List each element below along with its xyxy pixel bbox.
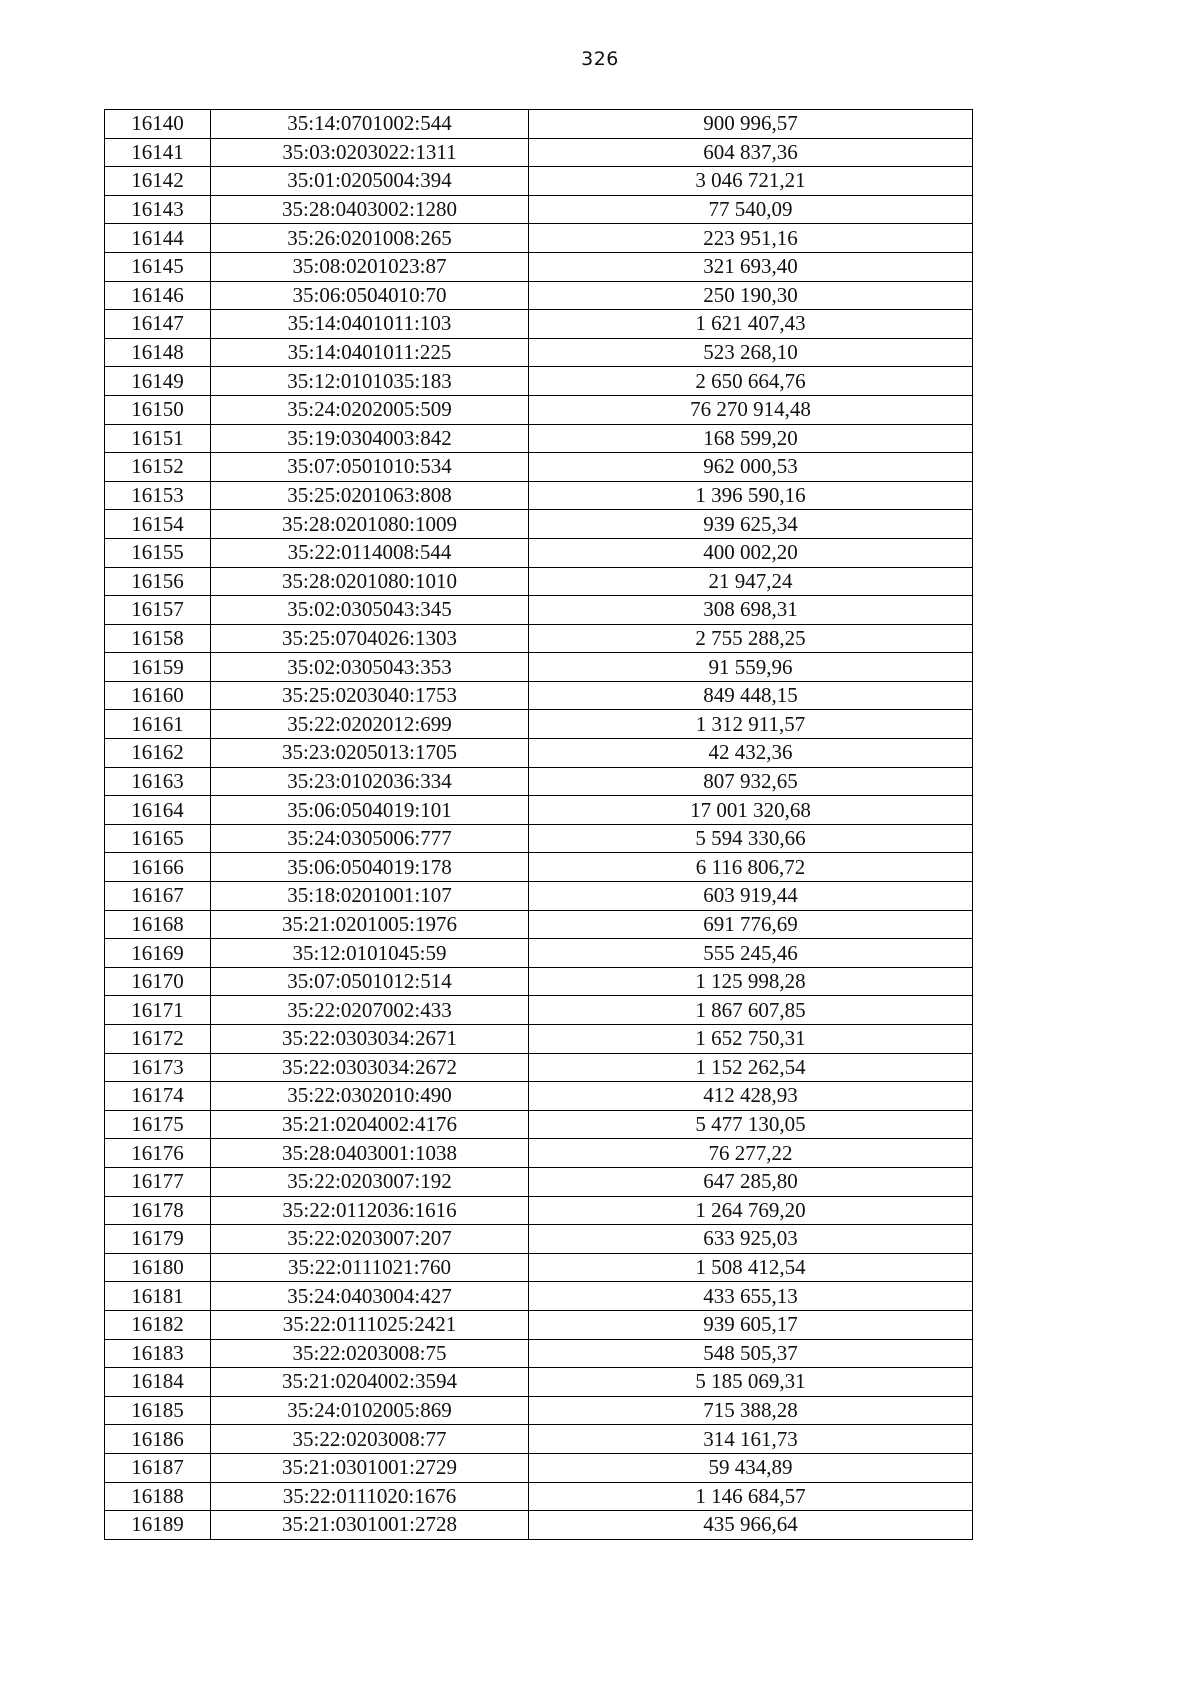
cadastral-number-cell: 35:25:0704026:1303 bbox=[211, 624, 529, 653]
cadastral-value-cell: 321 693,40 bbox=[529, 252, 973, 281]
table-row bbox=[105, 1368, 973, 1397]
row-number-cell: 16170 bbox=[105, 967, 211, 996]
row-number-cell: 16141 bbox=[105, 138, 211, 167]
cadastral-number-cell: 35:25:0201063:808 bbox=[211, 481, 529, 510]
table-row bbox=[105, 1339, 973, 1368]
row-number-cell: 16188 bbox=[105, 1482, 211, 1511]
table-row bbox=[105, 1482, 973, 1511]
table-row bbox=[105, 224, 973, 253]
table-row bbox=[105, 739, 973, 768]
row-number-cell: 16145 bbox=[105, 252, 211, 281]
cadastral-number-cell: 35:28:0403002:1280 bbox=[211, 195, 529, 224]
row-number-cell: 16142 bbox=[105, 167, 211, 196]
cadastral-number-cell: 35:21:0201005:1976 bbox=[211, 910, 529, 939]
row-number-cell: 16140 bbox=[105, 110, 211, 139]
cadastral-value-cell: 91 559,96 bbox=[529, 653, 973, 682]
row-number-cell: 16186 bbox=[105, 1425, 211, 1454]
row-number-cell: 16175 bbox=[105, 1110, 211, 1139]
cadastral-number-cell: 35:02:0305043:345 bbox=[211, 596, 529, 625]
row-number-cell: 16143 bbox=[105, 195, 211, 224]
cadastral-value-cell: 250 190,30 bbox=[529, 281, 973, 310]
row-number-cell: 16156 bbox=[105, 567, 211, 596]
cadastral-value-table bbox=[104, 109, 973, 1540]
cadastral-value-cell: 647 285,80 bbox=[529, 1167, 973, 1196]
cadastral-value-cell: 962 000,53 bbox=[529, 453, 973, 482]
cadastral-number-cell: 35:14:0701002:544 bbox=[211, 110, 529, 139]
cadastral-value-cell: 939 625,34 bbox=[529, 510, 973, 539]
table-row bbox=[105, 624, 973, 653]
row-number-cell: 16161 bbox=[105, 710, 211, 739]
row-number-cell: 16164 bbox=[105, 796, 211, 825]
table-row bbox=[105, 1167, 973, 1196]
table-body bbox=[105, 110, 973, 1540]
cadastral-value-cell: 1 867 607,85 bbox=[529, 996, 973, 1025]
table-row bbox=[105, 853, 973, 882]
cadastral-number-cell: 35:24:0102005:869 bbox=[211, 1396, 529, 1425]
cadastral-number-cell: 35:22:0203007:207 bbox=[211, 1225, 529, 1254]
row-number-cell: 16162 bbox=[105, 739, 211, 768]
cadastral-value-cell: 939 605,17 bbox=[529, 1310, 973, 1339]
row-number-cell: 16155 bbox=[105, 538, 211, 567]
row-number-cell: 16168 bbox=[105, 910, 211, 939]
table-row bbox=[105, 824, 973, 853]
table-row bbox=[105, 1082, 973, 1111]
row-number-cell: 16151 bbox=[105, 424, 211, 453]
cadastral-value-cell: 76 270 914,48 bbox=[529, 395, 973, 424]
cadastral-number-cell: 35:06:0504019:178 bbox=[211, 853, 529, 882]
cadastral-number-cell: 35:23:0102036:334 bbox=[211, 767, 529, 796]
table-row bbox=[105, 338, 973, 367]
cadastral-value-cell: 633 925,03 bbox=[529, 1225, 973, 1254]
table-row bbox=[105, 910, 973, 939]
cadastral-number-cell: 35:24:0202005:509 bbox=[211, 395, 529, 424]
cadastral-value-cell: 807 932,65 bbox=[529, 767, 973, 796]
table-row bbox=[105, 310, 973, 339]
table-row bbox=[105, 1396, 973, 1425]
table-row bbox=[105, 882, 973, 911]
cadastral-value-cell: 59 434,89 bbox=[529, 1453, 973, 1482]
cadastral-value-cell: 604 837,36 bbox=[529, 138, 973, 167]
table-row bbox=[105, 1053, 973, 1082]
cadastral-number-cell: 35:22:0303034:2671 bbox=[211, 1025, 529, 1054]
row-number-cell: 16160 bbox=[105, 681, 211, 710]
cadastral-value-cell: 3 046 721,21 bbox=[529, 167, 973, 196]
cadastral-number-cell: 35:22:0114008:544 bbox=[211, 538, 529, 567]
cadastral-number-cell: 35:06:0504010:70 bbox=[211, 281, 529, 310]
row-number-cell: 16173 bbox=[105, 1053, 211, 1082]
table-row bbox=[105, 1225, 973, 1254]
cadastral-value-cell: 76 277,22 bbox=[529, 1139, 973, 1168]
table-row bbox=[105, 653, 973, 682]
row-number-cell: 16174 bbox=[105, 1082, 211, 1111]
cadastral-number-cell: 35:22:0302010:490 bbox=[211, 1082, 529, 1111]
cadastral-value-cell: 715 388,28 bbox=[529, 1396, 973, 1425]
table-row bbox=[105, 481, 973, 510]
cadastral-value-cell: 308 698,31 bbox=[529, 596, 973, 625]
cadastral-number-cell: 35:19:0304003:842 bbox=[211, 424, 529, 453]
page-number: 326 bbox=[581, 48, 619, 70]
cadastral-number-cell: 35:12:0101035:183 bbox=[211, 367, 529, 396]
cadastral-number-cell: 35:02:0305043:353 bbox=[211, 653, 529, 682]
cadastral-number-cell: 35:22:0203008:75 bbox=[211, 1339, 529, 1368]
row-number-cell: 16153 bbox=[105, 481, 211, 510]
cadastral-value-cell: 17 001 320,68 bbox=[529, 796, 973, 825]
table-row bbox=[105, 1110, 973, 1139]
cadastral-value-cell: 603 919,44 bbox=[529, 882, 973, 911]
cadastral-number-cell: 35:28:0201080:1009 bbox=[211, 510, 529, 539]
cadastral-value-cell: 2 755 288,25 bbox=[529, 624, 973, 653]
table-row bbox=[105, 367, 973, 396]
row-number-cell: 16163 bbox=[105, 767, 211, 796]
row-number-cell: 16181 bbox=[105, 1282, 211, 1311]
table-row bbox=[105, 1425, 973, 1454]
cadastral-value-cell: 548 505,37 bbox=[529, 1339, 973, 1368]
cadastral-number-cell: 35:21:0204002:3594 bbox=[211, 1368, 529, 1397]
cadastral-number-cell: 35:22:0207002:433 bbox=[211, 996, 529, 1025]
table-row bbox=[105, 252, 973, 281]
table-row bbox=[105, 796, 973, 825]
cadastral-value-cell: 168 599,20 bbox=[529, 424, 973, 453]
cadastral-number-cell: 35:03:0203022:1311 bbox=[211, 138, 529, 167]
table-row bbox=[105, 1282, 973, 1311]
table-row bbox=[105, 195, 973, 224]
cadastral-number-cell: 35:25:0203040:1753 bbox=[211, 681, 529, 710]
cadastral-value-cell: 523 268,10 bbox=[529, 338, 973, 367]
row-number-cell: 16165 bbox=[105, 824, 211, 853]
cadastral-value-cell: 223 951,16 bbox=[529, 224, 973, 253]
cadastral-number-cell: 35:22:0111021:760 bbox=[211, 1253, 529, 1282]
cadastral-number-cell: 35:22:0203008:77 bbox=[211, 1425, 529, 1454]
cadastral-number-cell: 35:24:0305006:777 bbox=[211, 824, 529, 853]
cadastral-number-cell: 35:12:0101045:59 bbox=[211, 939, 529, 968]
cadastral-value-cell: 1 152 262,54 bbox=[529, 1053, 973, 1082]
row-number-cell: 16169 bbox=[105, 939, 211, 968]
row-number-cell: 16184 bbox=[105, 1368, 211, 1397]
row-number-cell: 16178 bbox=[105, 1196, 211, 1225]
table-row bbox=[105, 681, 973, 710]
cadastral-value-cell: 1 508 412,54 bbox=[529, 1253, 973, 1282]
cadastral-number-cell: 35:28:0201080:1010 bbox=[211, 567, 529, 596]
table-row bbox=[105, 1310, 973, 1339]
row-number-cell: 16185 bbox=[105, 1396, 211, 1425]
table-row bbox=[105, 939, 973, 968]
cadastral-value-cell: 42 432,36 bbox=[529, 739, 973, 768]
table-row bbox=[105, 767, 973, 796]
row-number-cell: 16176 bbox=[105, 1139, 211, 1168]
row-number-cell: 16150 bbox=[105, 395, 211, 424]
table-row bbox=[105, 1511, 973, 1540]
cadastral-value-cell: 1 264 769,20 bbox=[529, 1196, 973, 1225]
table-row bbox=[105, 996, 973, 1025]
table-row bbox=[105, 453, 973, 482]
row-number-cell: 16146 bbox=[105, 281, 211, 310]
cadastral-value-cell: 5 185 069,31 bbox=[529, 1368, 973, 1397]
cadastral-value-cell: 1 125 998,28 bbox=[529, 967, 973, 996]
table-row bbox=[105, 1025, 973, 1054]
table-row bbox=[105, 1196, 973, 1225]
table-row bbox=[105, 167, 973, 196]
cadastral-value-cell: 400 002,20 bbox=[529, 538, 973, 567]
cadastral-number-cell: 35:14:0401011:103 bbox=[211, 310, 529, 339]
cadastral-value-cell: 900 996,57 bbox=[529, 110, 973, 139]
row-number-cell: 16158 bbox=[105, 624, 211, 653]
row-number-cell: 16182 bbox=[105, 1310, 211, 1339]
table-row bbox=[105, 110, 973, 139]
cadastral-number-cell: 35:06:0504019:101 bbox=[211, 796, 529, 825]
row-number-cell: 16147 bbox=[105, 310, 211, 339]
cadastral-number-cell: 35:22:0112036:1616 bbox=[211, 1196, 529, 1225]
row-number-cell: 16166 bbox=[105, 853, 211, 882]
cadastral-number-cell: 35:18:0201001:107 bbox=[211, 882, 529, 911]
cadastral-number-cell: 35:22:0111025:2421 bbox=[211, 1310, 529, 1339]
cadastral-number-cell: 35:07:0501010:534 bbox=[211, 453, 529, 482]
row-number-cell: 16159 bbox=[105, 653, 211, 682]
cadastral-number-cell: 35:01:0205004:394 bbox=[211, 167, 529, 196]
table-row bbox=[105, 1139, 973, 1168]
cadastral-value-cell: 2 650 664,76 bbox=[529, 367, 973, 396]
table-row bbox=[105, 1253, 973, 1282]
row-number-cell: 16172 bbox=[105, 1025, 211, 1054]
table-row bbox=[105, 510, 973, 539]
row-number-cell: 16189 bbox=[105, 1511, 211, 1540]
row-number-cell: 16179 bbox=[105, 1225, 211, 1254]
row-number-cell: 16157 bbox=[105, 596, 211, 625]
row-number-cell: 16144 bbox=[105, 224, 211, 253]
row-number-cell: 16171 bbox=[105, 996, 211, 1025]
cadastral-value-cell: 1 652 750,31 bbox=[529, 1025, 973, 1054]
cadastral-number-cell: 35:22:0111020:1676 bbox=[211, 1482, 529, 1511]
cadastral-value-cell: 1 621 407,43 bbox=[529, 310, 973, 339]
cadastral-number-cell: 35:22:0202012:699 bbox=[211, 710, 529, 739]
cadastral-value-cell: 1 312 911,57 bbox=[529, 710, 973, 739]
cadastral-value-cell: 555 245,46 bbox=[529, 939, 973, 968]
cadastral-number-cell: 35:07:0501012:514 bbox=[211, 967, 529, 996]
cadastral-value-cell: 5 594 330,66 bbox=[529, 824, 973, 853]
cadastral-value-cell: 691 776,69 bbox=[529, 910, 973, 939]
row-number-cell: 16187 bbox=[105, 1453, 211, 1482]
cadastral-value-cell: 433 655,13 bbox=[529, 1282, 973, 1311]
table-row bbox=[105, 424, 973, 453]
cadastral-number-cell: 35:24:0403004:427 bbox=[211, 1282, 529, 1311]
cadastral-value-cell: 77 540,09 bbox=[529, 195, 973, 224]
row-number-cell: 16152 bbox=[105, 453, 211, 482]
cadastral-number-cell: 35:22:0303034:2672 bbox=[211, 1053, 529, 1082]
cadastral-number-cell: 35:21:0204002:4176 bbox=[211, 1110, 529, 1139]
cadastral-number-cell: 35:21:0301001:2728 bbox=[211, 1511, 529, 1540]
cadastral-number-cell: 35:14:0401011:225 bbox=[211, 338, 529, 367]
cadastral-value-cell: 1 396 590,16 bbox=[529, 481, 973, 510]
table-row bbox=[105, 395, 973, 424]
row-number-cell: 16180 bbox=[105, 1253, 211, 1282]
cadastral-value-cell: 6 116 806,72 bbox=[529, 853, 973, 882]
cadastral-number-cell: 35:28:0403001:1038 bbox=[211, 1139, 529, 1168]
cadastral-number-cell: 35:22:0203007:192 bbox=[211, 1167, 529, 1196]
cadastral-value-cell: 1 146 684,57 bbox=[529, 1482, 973, 1511]
row-number-cell: 16148 bbox=[105, 338, 211, 367]
cadastral-value-cell: 5 477 130,05 bbox=[529, 1110, 973, 1139]
row-number-cell: 16149 bbox=[105, 367, 211, 396]
cadastral-value-cell: 435 966,64 bbox=[529, 1511, 973, 1540]
table-row bbox=[105, 138, 973, 167]
table-row bbox=[105, 538, 973, 567]
cadastral-number-cell: 35:21:0301001:2729 bbox=[211, 1453, 529, 1482]
row-number-cell: 16167 bbox=[105, 882, 211, 911]
row-number-cell: 16177 bbox=[105, 1167, 211, 1196]
cadastral-value-cell: 849 448,15 bbox=[529, 681, 973, 710]
cadastral-number-cell: 35:23:0205013:1705 bbox=[211, 739, 529, 768]
cadastral-value-cell: 21 947,24 bbox=[529, 567, 973, 596]
row-number-cell: 16183 bbox=[105, 1339, 211, 1368]
row-number-cell: 16154 bbox=[105, 510, 211, 539]
table-row bbox=[105, 710, 973, 739]
cadastral-number-cell: 35:08:0201023:87 bbox=[211, 252, 529, 281]
table-row bbox=[105, 967, 973, 996]
cadastral-value-cell: 314 161,73 bbox=[529, 1425, 973, 1454]
table-row bbox=[105, 1453, 973, 1482]
table-row bbox=[105, 567, 973, 596]
cadastral-value-cell: 412 428,93 bbox=[529, 1082, 973, 1111]
table-row bbox=[105, 281, 973, 310]
table-row bbox=[105, 596, 973, 625]
cadastral-number-cell: 35:26:0201008:265 bbox=[211, 224, 529, 253]
